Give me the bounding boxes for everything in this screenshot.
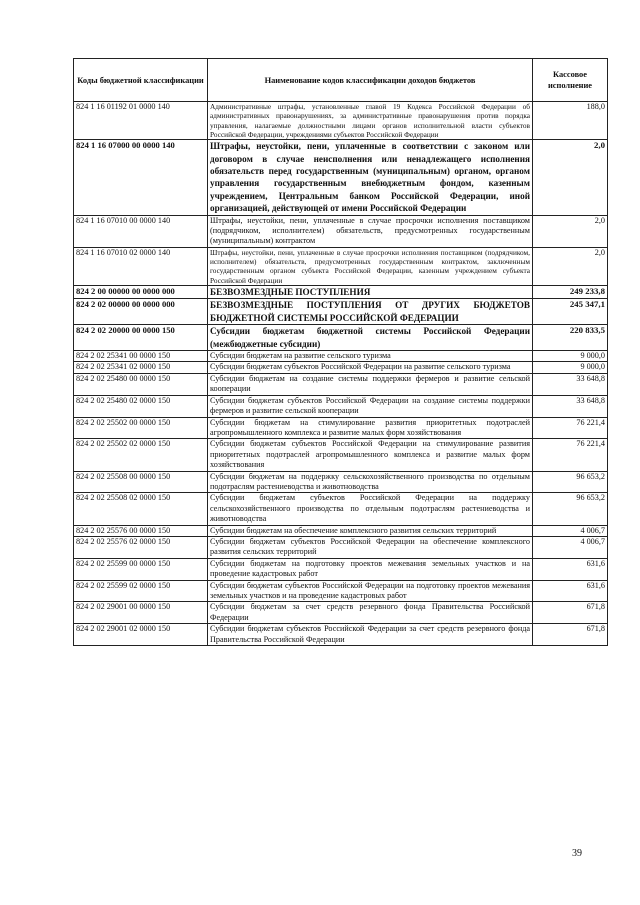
budget-code: 824 2 02 25480 00 0000 150 bbox=[74, 373, 208, 395]
table-row bbox=[74, 439, 608, 471]
revenue-name: БЕЗВОЗМЕЗДНЫЕ ПОСТУПЛЕНИЯ ОТ ДРУГИХ БЮДЖЕТОВ БЮДЖЕТНОЙ СИСТЕМЫ РОССИЙСКОЙ ФЕДЕРАЦИИ bbox=[208, 299, 533, 325]
table-row bbox=[74, 247, 608, 285]
execution-amount: 96 653,2 bbox=[533, 471, 608, 493]
revenue-name: Субсидии бюджетам субъектов Российской Федерации на создание системы поддержки фермеров и развитие сельской кооперации bbox=[208, 395, 533, 417]
table-row bbox=[74, 525, 608, 536]
revenue-name: Административные штрафы, установленные главой 19 Кодекса Российской Федерации об административных правонарушениях, за административные правонарушения против порядка управления, налагаемые должностными лицами органов исполнительной власти субъектов Российской Федерации, учреждениями субъектов Российской Федерации bbox=[208, 102, 533, 140]
table-row bbox=[74, 286, 608, 299]
table-row bbox=[74, 140, 608, 215]
budget-code: 824 2 02 25508 00 0000 150 bbox=[74, 471, 208, 493]
revenue-table bbox=[73, 58, 608, 646]
table-row bbox=[74, 215, 608, 247]
budget-code: 824 2 02 25341 00 0000 150 bbox=[74, 351, 208, 362]
revenue-name: Субсидии бюджетам субъектов Российской Федерации за счет средств резервного фонда Правительства Российской Федерации bbox=[208, 624, 533, 646]
budget-code: 824 2 00 00000 00 0000 000 bbox=[74, 286, 208, 299]
header-name: Наименование кодов классификации доходов бюджетов bbox=[208, 59, 533, 102]
revenue-name: Штрафы, неустойки, пени, уплаченные в случае просрочки исполнения поставщиком (подрядчиком, исполнителем) обязательств, предусмотренных государственным контрактом, заключенным государственным органом субъекта Российской Федерации, казенным учреждением субъекта Российской Федерации bbox=[208, 247, 533, 285]
budget-code: 824 2 02 25576 00 0000 150 bbox=[74, 525, 208, 536]
execution-amount: 76 221,4 bbox=[533, 417, 608, 439]
execution-amount: 2,0 bbox=[533, 247, 608, 285]
execution-amount: 33 648,8 bbox=[533, 395, 608, 417]
budget-code: 824 1 16 07010 02 0000 140 bbox=[74, 247, 208, 285]
execution-amount: 9 000,0 bbox=[533, 351, 608, 362]
header-code: Коды бюджетной классификации bbox=[74, 59, 208, 102]
execution-amount: 4 006,7 bbox=[533, 536, 608, 558]
table-row bbox=[74, 558, 608, 580]
table-row bbox=[74, 362, 608, 373]
execution-amount: 245 347,1 bbox=[533, 299, 608, 325]
budget-code: 824 1 16 07010 00 0000 140 bbox=[74, 215, 208, 247]
revenue-name: Субсидии бюджетам на стимулирование развития приоритетных подотраслей агропромышленного комплекса и развитие малых форм хозяйствования bbox=[208, 417, 533, 439]
table-header-row bbox=[74, 59, 608, 102]
budget-code: 824 2 02 25502 00 0000 150 bbox=[74, 417, 208, 439]
table-row bbox=[74, 471, 608, 493]
table-row bbox=[74, 102, 608, 140]
budget-code: 824 2 02 29001 00 0000 150 bbox=[74, 602, 208, 624]
execution-amount: 2,0 bbox=[533, 140, 608, 215]
revenue-name: Штрафы, неустойки, пени, уплаченные в случае просрочки исполнения поставщиком (подрядчиком, исполнителем) обязательств, предусмотренных государственным (муниципальным) контрактом bbox=[208, 215, 533, 247]
revenue-name: Субсидии бюджетам на создание системы поддержки фермеров и развитие сельской кооперации bbox=[208, 373, 533, 395]
page-number: 39 bbox=[572, 848, 582, 859]
revenue-name: Субсидии бюджетам за счет средств резервного фонда Правительства Российской Федерации bbox=[208, 602, 533, 624]
revenue-name: Субсидии бюджетам субъектов Российской Федерации на подготовку проектов межевания земельных участков и на проведение кадастровых работ bbox=[208, 580, 533, 602]
execution-amount: 220 833,5 bbox=[533, 325, 608, 351]
budget-code: 824 2 02 25576 02 0000 150 bbox=[74, 536, 208, 558]
budget-code: 824 2 02 25502 02 0000 150 bbox=[74, 439, 208, 471]
table-row bbox=[74, 536, 608, 558]
table-row bbox=[74, 351, 608, 362]
revenue-name: Субсидии бюджетам субъектов Российской Федерации на развитие сельского туризма bbox=[208, 362, 533, 373]
table-row bbox=[74, 580, 608, 602]
execution-amount: 671,8 bbox=[533, 624, 608, 646]
budget-code: 824 1 16 07000 00 0000 140 bbox=[74, 140, 208, 215]
execution-amount: 249 233,8 bbox=[533, 286, 608, 299]
revenue-name: БЕЗВОЗМЕЗДНЫЕ ПОСТУПЛЕНИЯ bbox=[208, 286, 533, 299]
budget-code: 824 1 16 01192 01 0000 140 bbox=[74, 102, 208, 140]
header-amount: Кассовое исполнение bbox=[533, 59, 608, 102]
execution-amount: 188,0 bbox=[533, 102, 608, 140]
execution-amount: 631,6 bbox=[533, 580, 608, 602]
budget-code: 824 2 02 25508 02 0000 150 bbox=[74, 493, 208, 525]
table-row bbox=[74, 325, 608, 351]
revenue-name: Субсидии бюджетам бюджетной системы Российской Федерации (межбюджетные субсидии) bbox=[208, 325, 533, 351]
budget-code: 824 2 02 00000 00 0000 000 bbox=[74, 299, 208, 325]
revenue-name: Субсидии бюджетам на развитие сельского туризма bbox=[208, 351, 533, 362]
execution-amount: 671,8 bbox=[533, 602, 608, 624]
revenue-name: Субсидии бюджетам на обеспечение комплексного развития сельских территорий bbox=[208, 525, 533, 536]
revenue-name: Субсидии бюджетам на поддержку сельскохозяйственного производства по отдельным подотраслям растениеводства и животноводства bbox=[208, 471, 533, 493]
table-row bbox=[74, 373, 608, 395]
budget-code: 824 2 02 25480 02 0000 150 bbox=[74, 395, 208, 417]
budget-code: 824 2 02 20000 00 0000 150 bbox=[74, 325, 208, 351]
execution-amount: 33 648,8 bbox=[533, 373, 608, 395]
budget-code: 824 2 02 25599 02 0000 150 bbox=[74, 580, 208, 602]
table-body bbox=[74, 102, 608, 646]
revenue-name: Штрафы, неустойки, пени, уплаченные в соответствии с законом или договором в случае неисполнения или ненадлежащего исполнения обязательств перед государственным (муниципальным) органом, органом управления государственным внебюджетным фондом, казенным учреждением, Центральным банком Российской Федерации, иной организацией, действующей от имени Российской Федерации bbox=[208, 140, 533, 215]
execution-amount: 631,6 bbox=[533, 558, 608, 580]
execution-amount: 4 006,7 bbox=[533, 525, 608, 536]
budget-code: 824 2 02 25599 00 0000 150 bbox=[74, 558, 208, 580]
table-row bbox=[74, 417, 608, 439]
revenue-name: Субсидии бюджетам на подготовку проектов межевания земельных участков и на проведение кадастровых работ bbox=[208, 558, 533, 580]
table-row bbox=[74, 624, 608, 646]
table-row bbox=[74, 299, 608, 325]
budget-code: 824 2 02 25341 02 0000 150 bbox=[74, 362, 208, 373]
table-row bbox=[74, 602, 608, 624]
table-row bbox=[74, 395, 608, 417]
execution-amount: 2,0 bbox=[533, 215, 608, 247]
revenue-name: Субсидии бюджетам субъектов Российской Федерации на поддержку сельскохозяйственного производства по отдельным подотраслям растениеводства и животноводства bbox=[208, 493, 533, 525]
execution-amount: 9 000,0 bbox=[533, 362, 608, 373]
table-row bbox=[74, 493, 608, 525]
execution-amount: 76 221,4 bbox=[533, 439, 608, 471]
revenue-name: Субсидии бюджетам субъектов Российской Федерации на обеспечение комплексного развития сельских территорий bbox=[208, 536, 533, 558]
execution-amount: 96 653,2 bbox=[533, 493, 608, 525]
revenue-name: Субсидии бюджетам субъектов Российской Федерации на стимулирование развития приоритетных подотраслей агропромышленного комплекса и развитие малых форм хозяйствования bbox=[208, 439, 533, 471]
budget-code: 824 2 02 29001 02 0000 150 bbox=[74, 624, 208, 646]
